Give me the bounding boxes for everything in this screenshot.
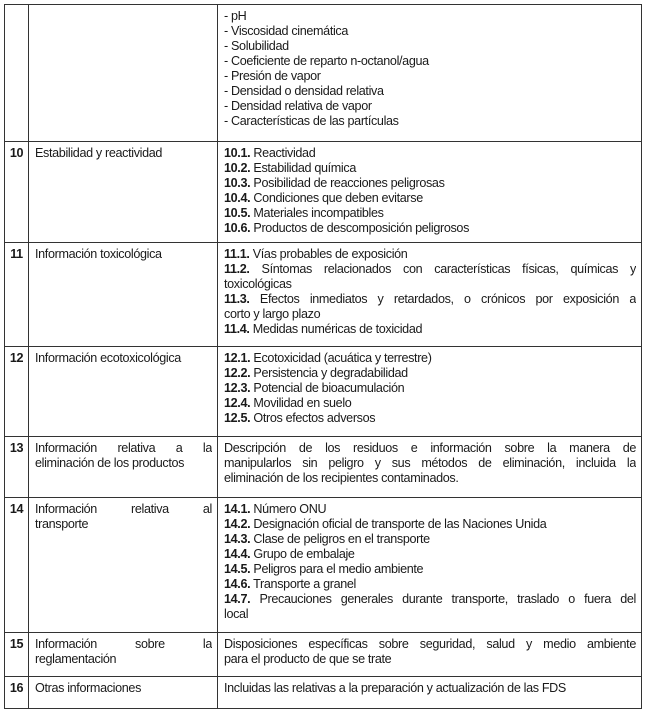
- content-line: [224, 547, 636, 562]
- content-line: [224, 277, 636, 292]
- subsection-code: 14.6.: [224, 577, 251, 591]
- subsection-code: 14.5.: [224, 562, 251, 576]
- content-text: Condiciones que deben evitarse: [250, 191, 423, 205]
- content-text: - Viscosidad cinemática: [224, 24, 349, 38]
- subsection-code: 10.2.: [224, 161, 251, 175]
- section-number: 12: [5, 347, 29, 437]
- content-text: - Características de las partículas: [224, 114, 399, 128]
- section-number: [5, 5, 29, 142]
- content-text: Transporte a granel: [250, 577, 356, 591]
- content-text: Reactividad: [250, 146, 316, 160]
- subsection-code: 11.2.: [224, 262, 250, 276]
- subsection-code: 10.4.: [224, 191, 251, 205]
- content-line: [224, 114, 636, 129]
- section-title-line: Información ecotoxicológica: [35, 351, 181, 365]
- content-text: Medidas numéricas de toxicidad: [249, 322, 423, 336]
- section-title-line: Información relativa al: [35, 502, 212, 516]
- content-line: [224, 517, 636, 532]
- content-text: local: [224, 607, 249, 621]
- subsection-code: 12.5.: [224, 411, 251, 425]
- content-text: Peligros para el medio ambiente: [250, 562, 424, 576]
- section-title-line: Información toxicológica: [35, 247, 162, 261]
- content-line: [224, 351, 636, 366]
- content-text: toxicológicas: [224, 277, 292, 291]
- subsection-code: 12.1.: [224, 351, 251, 365]
- content-line: [224, 247, 636, 262]
- subsection-code: 14.4.: [224, 547, 251, 561]
- content-line: [224, 307, 636, 322]
- content-line: [224, 652, 636, 667]
- sds-sections-table: [4, 4, 642, 709]
- content-text: manipularlos sin peligro y sus métodos de eliminación, incluida la: [224, 456, 636, 470]
- section-title: [29, 347, 218, 437]
- content-line: [224, 562, 636, 577]
- content-text: Estabilidad química: [250, 161, 356, 175]
- content-line: [224, 99, 636, 114]
- section-title-line: Información relativa a la: [35, 441, 212, 455]
- content-line: [224, 366, 636, 381]
- section-title: [29, 437, 218, 498]
- content-text: Vías probables de exposición: [249, 247, 408, 261]
- content-line: [224, 292, 636, 307]
- table-row: [5, 498, 642, 633]
- table-row: [5, 633, 642, 677]
- content-line: [224, 84, 636, 99]
- content-line: [224, 262, 636, 277]
- content-text: Movilidad en suelo: [250, 396, 352, 410]
- subsection-code: 14.7.: [224, 592, 251, 606]
- content-text: eliminación de los recipientes contaminados.: [224, 471, 459, 485]
- subsection-code: 10.6.: [224, 221, 251, 235]
- content-text: - Densidad o densidad relativa: [224, 84, 384, 98]
- content-line: [224, 607, 636, 622]
- content-text: Ecotoxicidad (acuática y terrestre): [250, 351, 432, 365]
- content-line: [224, 191, 636, 206]
- content-text: - pH: [224, 9, 247, 23]
- content-line: [224, 221, 636, 236]
- subsection-code: 14.1.: [224, 502, 251, 516]
- table-row: [5, 347, 642, 437]
- content-line: [224, 411, 636, 426]
- section-content: [218, 498, 642, 633]
- content-line: [224, 54, 636, 69]
- content-text: - Presión de vapor: [224, 69, 321, 83]
- section-title: [29, 633, 218, 677]
- section-title-line: transporte: [35, 517, 89, 531]
- content-line: [224, 39, 636, 54]
- section-title-line: Estabilidad y reactividad: [35, 146, 163, 160]
- table-row: [5, 677, 642, 709]
- content-line: [224, 502, 636, 517]
- subsection-code: 11.3.: [224, 292, 250, 306]
- section-number: 16: [5, 677, 29, 709]
- content-line: [224, 456, 636, 471]
- section-number: 10: [5, 142, 29, 243]
- content-text: Síntomas relacionados con características físicas, químicas y: [249, 262, 636, 276]
- content-text: Grupo de embalaje: [250, 547, 355, 561]
- content-line: [224, 206, 636, 221]
- subsection-code: 12.2.: [224, 366, 251, 380]
- content-line: [224, 176, 636, 191]
- section-title: [29, 142, 218, 243]
- subsection-code: 14.2.: [224, 517, 251, 531]
- content-line: [224, 161, 636, 176]
- content-text: Persistencia y degradabilidad: [250, 366, 408, 380]
- section-number: 13: [5, 437, 29, 498]
- section-content: [218, 677, 642, 709]
- section-number: 11: [5, 243, 29, 347]
- content-line: [224, 24, 636, 39]
- content-text: corto y largo plazo: [224, 307, 321, 321]
- content-text: - Densidad relativa de vapor: [224, 99, 372, 113]
- subsection-code: 12.4.: [224, 396, 251, 410]
- subsection-code: 12.3.: [224, 381, 251, 395]
- content-text: Descripción de los residuos e información sobre la manera de: [224, 441, 636, 455]
- content-text: - Coeficiente de reparto n-octanol/agua: [224, 54, 429, 68]
- table-row: [5, 437, 642, 498]
- content-text: Efectos inmediatos y retardados, o crónicos por exposición a: [249, 292, 636, 306]
- section-title-line: Otras informaciones: [35, 681, 142, 695]
- section-number: 15: [5, 633, 29, 677]
- table-row: [5, 5, 642, 142]
- content-text: Designación oficial de transporte de las Naciones Unida: [250, 517, 547, 531]
- section-content: [218, 243, 642, 347]
- content-line: [224, 681, 636, 696]
- content-line: [224, 592, 636, 607]
- section-content: [218, 347, 642, 437]
- section-title-line: reglamentación: [35, 652, 117, 666]
- section-title-line: eliminación de los productos: [35, 456, 185, 470]
- section-title: [29, 498, 218, 633]
- content-line: [224, 69, 636, 84]
- subsection-code: 10.3.: [224, 176, 251, 190]
- content-text: Productos de descomposición peligrosos: [250, 221, 470, 235]
- content-line: [224, 637, 636, 652]
- section-number: 14: [5, 498, 29, 633]
- content-text: Otros efectos adversos: [250, 411, 376, 425]
- content-text: Precauciones generales durante transporte, traslado o fuera del: [250, 592, 636, 606]
- section-title-line: Información sobre la: [35, 637, 212, 651]
- content-line: [224, 381, 636, 396]
- section-content: [218, 437, 642, 498]
- content-line: [224, 471, 636, 486]
- section-content: [218, 5, 642, 142]
- content-text: Posibilidad de reacciones peligrosas: [250, 176, 445, 190]
- subsection-code: 11.4.: [224, 322, 250, 336]
- content-line: [224, 577, 636, 592]
- subsection-code: 14.3.: [224, 532, 251, 546]
- table-row: [5, 142, 642, 243]
- content-text: - Solubilidad: [224, 39, 289, 53]
- subsection-code: 11.1.: [224, 247, 250, 261]
- subsection-code: 10.1.: [224, 146, 251, 160]
- section-title: [29, 677, 218, 709]
- section-title: [29, 5, 218, 142]
- content-text: Potencial de bioacumulación: [250, 381, 405, 395]
- content-line: [224, 532, 636, 547]
- content-line: [224, 322, 636, 337]
- content-line: [224, 146, 636, 161]
- content-text: Materiales incompatibles: [250, 206, 384, 220]
- content-text: para el producto de que se trate: [224, 652, 392, 666]
- section-content: [218, 142, 642, 243]
- content-line: [224, 9, 636, 24]
- content-text: Número ONU: [250, 502, 327, 516]
- subsection-code: 10.5.: [224, 206, 251, 220]
- content-text: Incluidas las relativas a la preparación y actualización de las FDS: [224, 681, 566, 695]
- content-text: Clase de peligros en el transporte: [250, 532, 430, 546]
- content-line: [224, 396, 636, 411]
- table-row: [5, 243, 642, 347]
- content-line: [224, 441, 636, 456]
- section-title: [29, 243, 218, 347]
- content-text: Disposiciones específicas sobre seguridad, salud y medio ambiente: [224, 637, 636, 651]
- section-content: [218, 633, 642, 677]
